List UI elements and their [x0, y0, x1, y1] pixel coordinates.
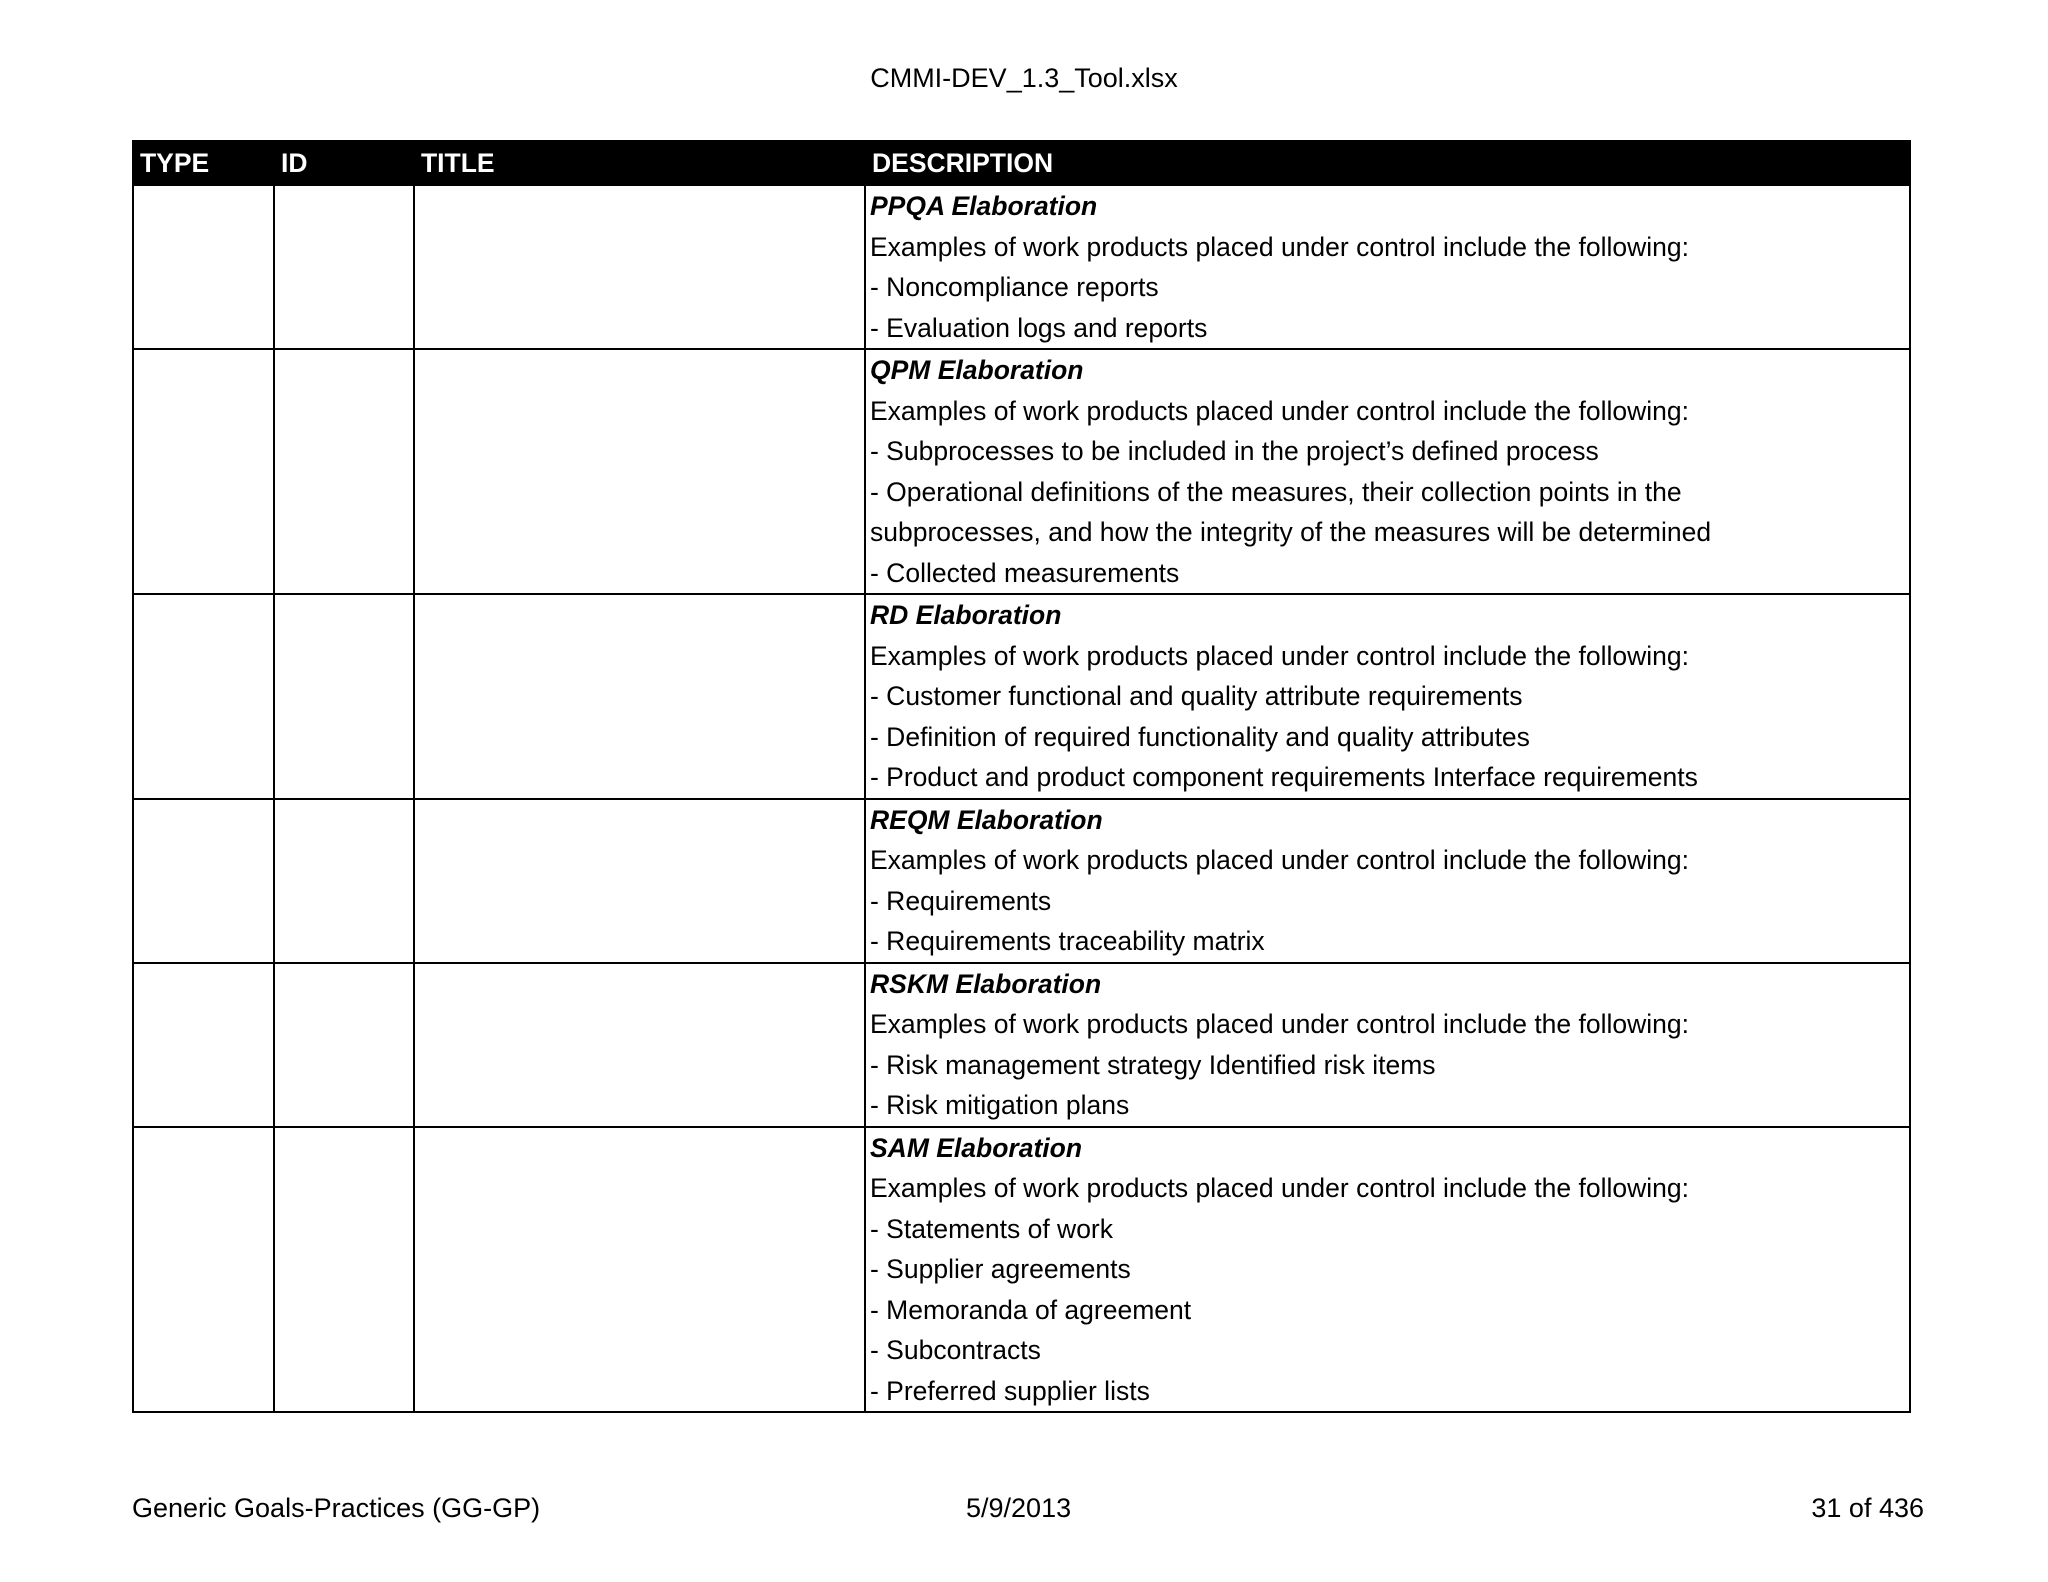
spreadsheet-table — [132, 140, 1911, 1413]
cell-title — [414, 349, 865, 594]
description-heading: PPQA Elaboration — [870, 191, 1098, 221]
description-line: Examples of work products placed under control include the following: — [870, 1009, 1690, 1039]
description-heading: RSKM Elaboration — [870, 968, 1102, 999]
description-line: subprocesses, and how the integrity of the measures will be determined — [870, 517, 1712, 547]
table-row — [133, 185, 1910, 349]
description-line: Examples of work products placed under control include the following: — [870, 640, 1690, 671]
cell-id — [274, 799, 414, 963]
description-line: - Operational definitions of the measures, their collection points in the — [870, 476, 1682, 507]
cell-description — [865, 799, 1910, 963]
table-row — [133, 799, 1910, 963]
cell-type — [133, 349, 274, 594]
description-line: Examples of work products placed under control include the following: — [870, 845, 1690, 875]
table-row — [133, 963, 1910, 1127]
table-header-row — [133, 141, 1910, 185]
description-line: - Definition of required functionality and quality attributes — [870, 721, 1530, 752]
cell-type — [133, 594, 274, 799]
description-line: - Product and product component requirements Interface requirements — [870, 762, 1698, 792]
description-line: - Memoranda of agreement — [870, 1294, 1192, 1325]
cell-description — [865, 963, 1910, 1127]
cell-id — [274, 1127, 414, 1413]
table-row — [133, 1127, 1910, 1413]
cell-id — [274, 594, 414, 799]
description-line: Examples of work products placed under control include the following: — [870, 395, 1690, 426]
cell-title — [414, 1127, 865, 1413]
description-heading: QPM Elaboration — [870, 355, 1084, 385]
description-heading: RD Elaboration — [870, 600, 1062, 630]
footer-date: 5/9/2013 — [966, 1493, 1072, 1523]
description-line: - Requirements traceability matrix — [870, 926, 1265, 956]
description-heading: SAM Elaboration — [870, 1132, 1083, 1163]
table-body — [133, 185, 1910, 1412]
cell-description — [865, 1127, 1910, 1413]
cell-type — [133, 799, 274, 963]
cell-type — [133, 185, 274, 349]
column-header-id: ID — [274, 141, 414, 185]
cell-title — [414, 594, 865, 799]
description-line: - Supplier agreements — [870, 1254, 1131, 1284]
cell-type — [133, 1127, 274, 1413]
cell-id — [274, 185, 414, 349]
description-line: - Subcontracts — [870, 1335, 1041, 1365]
description-line: - Statements of work — [870, 1213, 1114, 1244]
description-line: - Subprocesses to be included in the project’s defined process — [870, 436, 1599, 466]
column-header-title: TITLE — [414, 141, 865, 185]
column-header-type: TYPE — [133, 141, 274, 185]
description-line: Examples of work products placed under control include the following: — [870, 231, 1690, 262]
cell-description — [865, 349, 1910, 594]
column-header-description: DESCRIPTION — [865, 141, 1910, 185]
cell-title — [414, 963, 865, 1127]
page-footer — [132, 1488, 1924, 1528]
description-heading: REQM Elaboration — [870, 804, 1103, 835]
footer-section-name: Generic Goals-Practices (GG-GP) — [132, 1493, 541, 1523]
cell-id — [274, 349, 414, 594]
cell-id — [274, 963, 414, 1127]
description-line: - Collected measurements — [870, 557, 1180, 588]
description-line: - Customer functional and quality attribute requirements — [870, 681, 1523, 711]
table-row — [133, 594, 1910, 799]
description-line: - Noncompliance reports — [870, 272, 1159, 302]
cell-title — [414, 799, 865, 963]
cell-description — [865, 185, 1910, 349]
description-line: Examples of work products placed under control include the following: — [870, 1173, 1690, 1203]
description-line: - Preferred supplier lists — [870, 1375, 1150, 1406]
cell-type — [133, 963, 274, 1127]
description-line: - Evaluation logs and reports — [870, 312, 1208, 343]
description-line: - Risk management strategy Identified risk items — [870, 1049, 1436, 1080]
table-row — [133, 349, 1910, 594]
cell-title — [414, 185, 865, 349]
cell-description — [865, 594, 1910, 799]
page-header: CMMI-DEV_1.3_Tool.xlsx — [870, 63, 1178, 93]
footer-page-number: 31 of 436 — [1811, 1493, 1924, 1523]
description-line: - Risk mitigation plans — [870, 1090, 1130, 1120]
description-line: - Requirements — [870, 885, 1052, 916]
